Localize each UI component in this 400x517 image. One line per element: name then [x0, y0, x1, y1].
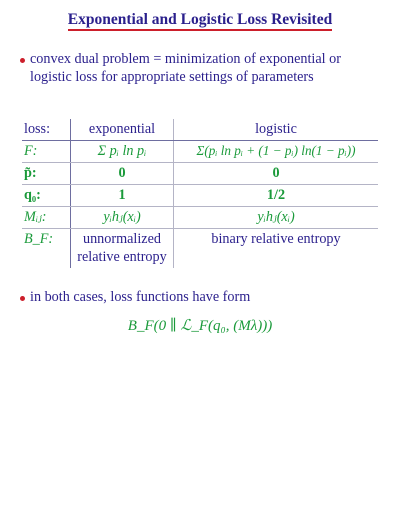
row-logistic: Σ(pᵢ ln pᵢ + (1 − pᵢ) ln(1 − pᵢ))	[196, 143, 356, 158]
row-label: B_F:	[24, 231, 54, 247]
bullet-text: convex dual problem = minimization of exponential or logistic loss for appropriate settings of parameters	[30, 51, 341, 85]
row-label: q₀:	[24, 187, 41, 203]
table-row	[22, 207, 378, 229]
loss-comparison-table	[22, 119, 378, 268]
table-row	[22, 185, 378, 207]
table-header-row	[22, 119, 378, 141]
row-logistic: 1/2	[266, 187, 286, 203]
row-exponential: Σ pᵢ ln pᵢ	[70, 141, 174, 162]
loss-formula: B_F(0 ∥ ℒ_F(q₀, (Mλ)))	[127, 318, 273, 334]
table-row	[22, 163, 378, 185]
bullet-text: in both cases, loss functions have form	[30, 289, 251, 305]
row-logistic: 0	[272, 165, 280, 181]
row-logistic: binary relative entropy	[211, 231, 341, 247]
bullet-dot-icon	[20, 58, 25, 63]
row-exponential: unnormalized relative entropy	[70, 229, 174, 268]
header-logistic: logistic	[255, 121, 297, 137]
header-loss: loss:	[24, 121, 51, 137]
header-exponential: exponential	[70, 119, 174, 140]
row-label: F:	[24, 143, 38, 159]
row-exponential: yᵢhⱼ(xᵢ)	[70, 207, 174, 228]
table-row	[22, 141, 378, 163]
bullet-dot-icon	[20, 296, 25, 301]
row-label: Mᵢⱼ:	[24, 209, 47, 225]
bullet-loss-form	[30, 288, 375, 306]
row-label: p̃:	[24, 165, 37, 181]
row-exponential: 1	[70, 185, 174, 206]
table-row	[22, 229, 378, 268]
slide-title-text: Exponential and Logistic Loss Revisited	[68, 11, 332, 31]
row-logistic: yᵢhⱼ(xᵢ)	[257, 209, 295, 225]
row-exponential: 0	[70, 163, 174, 184]
slide-title	[0, 10, 400, 30]
bullet-convex-dual	[30, 50, 375, 86]
